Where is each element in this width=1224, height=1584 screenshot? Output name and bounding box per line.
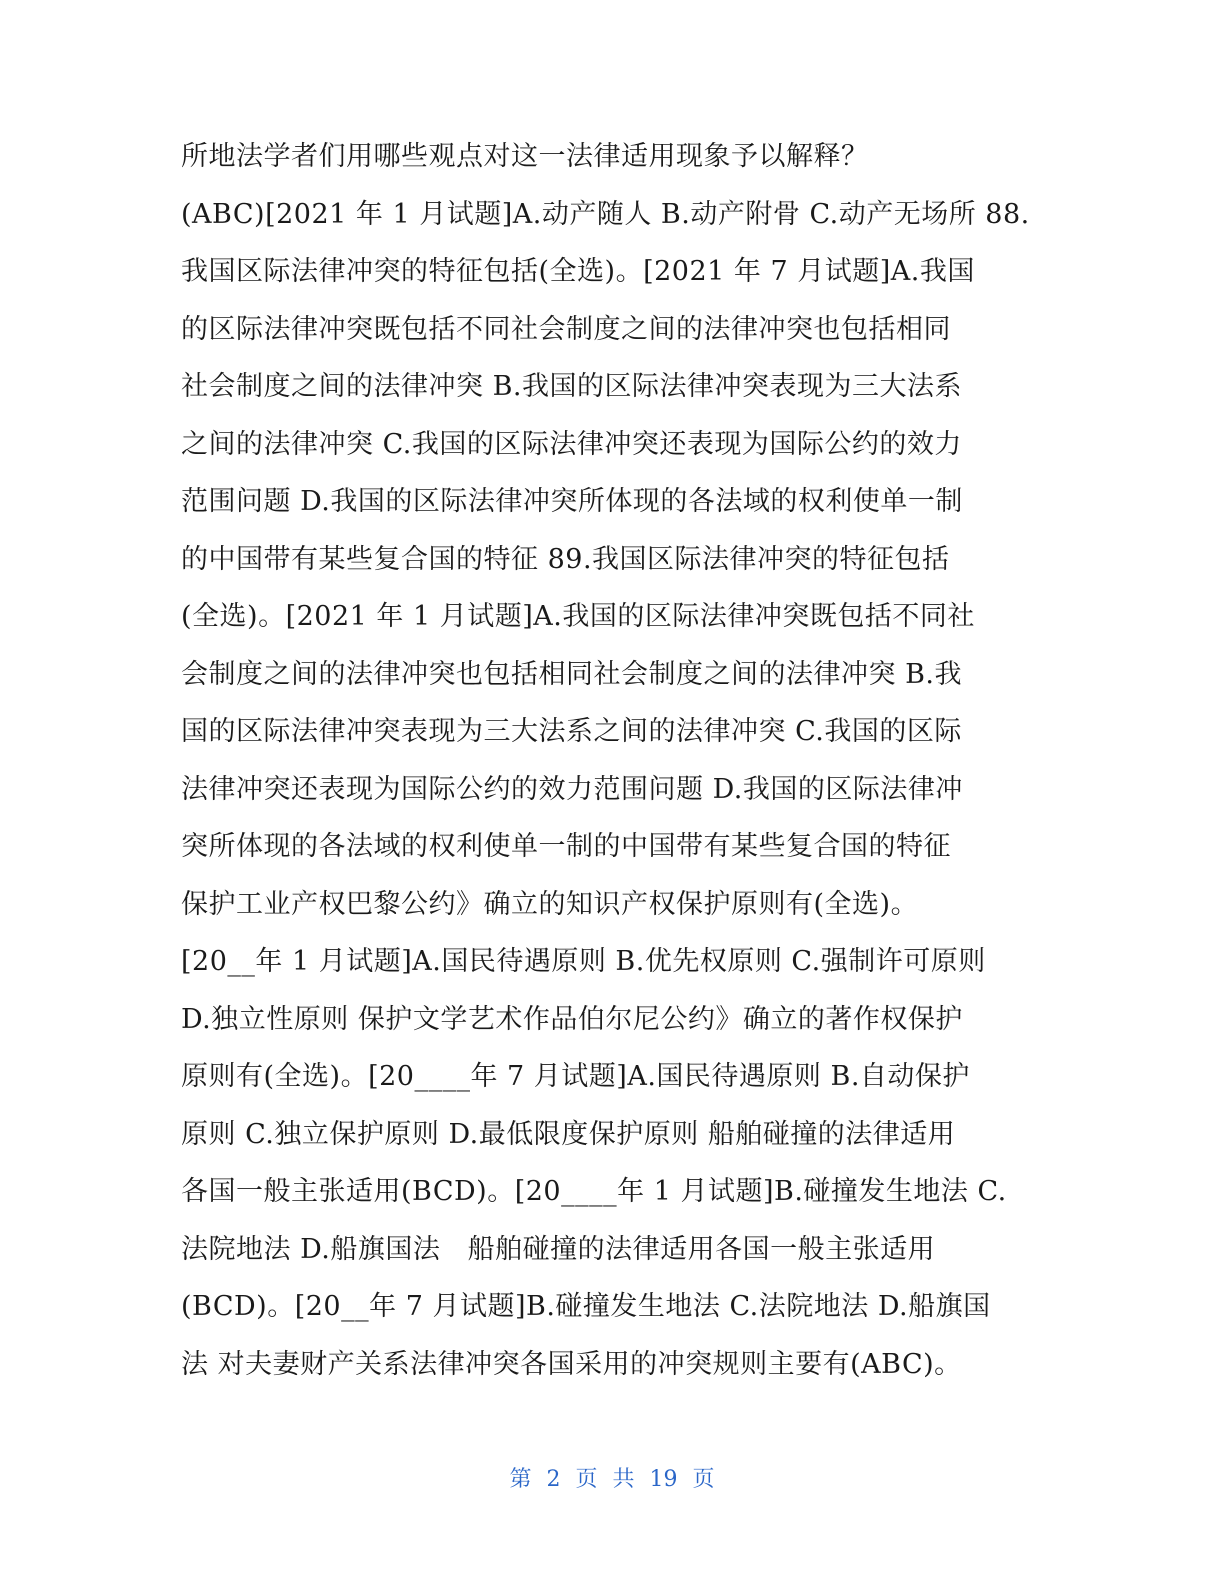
text-line: 原则 C.独立保护原则 D.最低限度保护原则 船舶碰撞的法律适用: [181, 1118, 956, 1150]
page-number-footer: 第 2 页 共 19 页: [509, 1467, 715, 1492]
text-line: 突所体现的各法域的权利使单一制的中国带有某些复合国的特征: [181, 831, 951, 862]
text-line: 之间的法律冲突 C.我国的区际法律冲突还表现为国际公约的效力: [181, 428, 962, 460]
text-line: 法院地法 D.船旗国法 船舶碰撞的法律适用各国一般主张适用: [181, 1233, 936, 1265]
text-line: (ABC)[2021 年 1 月试题]A.动产随人 B.动产附骨 C.动产无场所 88.: [181, 198, 1030, 230]
text-line: [20__年 1 月试题]A.国民待遇原则 B.优先权原则 C.强制许可原则: [181, 946, 986, 977]
text-line: 各国一般主张适用(BCD)。[20____年 1 月试题]B.碰撞发生地法 C.: [181, 1176, 1007, 1207]
text-line: 会制度之间的法律冲突也包括相同社会制度之间的法律冲突 B.我: [181, 658, 963, 690]
document-body: [181, 128, 1061, 1393]
text-line: 所地法学者们用哪些观点对这一法律适用现象予以解释？: [181, 141, 869, 172]
text-line: (BCD)。[20__年 7 月试题]B.碰撞发生地法 C.法院地法 D.船旗国: [181, 1291, 991, 1322]
text-line: 我国区际法律冲突的特征包括(全选)。[2021 年 7 月试题]A.我国: [181, 256, 975, 287]
text-line: (全选)。[2021 年 1 月试题]A.我国的区际法律冲突既包括不同社: [181, 601, 975, 632]
text-line: 法律冲突还表现为国际公约的效力范围问题 D.我国的区际法律冲: [181, 773, 963, 805]
text-line: 社会制度之间的法律冲突 B.我国的区际法律冲突表现为三大法系: [181, 371, 963, 402]
text-line: 范围问题 D.我国的区际法律冲突所体现的各法域的权利使单一制: [181, 486, 963, 517]
text-line: 保护工业产权巴黎公约》确立的知识产权保护原则有(全选)。: [181, 888, 919, 920]
text-line: 原则有(全选)。[20____年 7 月试题]A.国民待遇原则 B.自动保护: [181, 1061, 970, 1092]
text-line: D.独立性原则 保护文学艺术作品伯尔尼公约》确立的著作权保护: [181, 1003, 963, 1035]
text-line: 法 对夫妻财产关系法律冲突各国采用的冲突规则主要有(ABC)。: [181, 1348, 962, 1380]
text-line: 国的区际法律冲突表现为三大法系之间的法律冲突 C.我国的区际: [181, 716, 962, 747]
text-line: 的中国带有某些复合国的特征 89.我国区际法律冲突的特征包括: [181, 543, 950, 575]
text-line: 的区际法律冲突既包括不同社会制度之间的法律冲突也包括相同: [181, 313, 951, 345]
